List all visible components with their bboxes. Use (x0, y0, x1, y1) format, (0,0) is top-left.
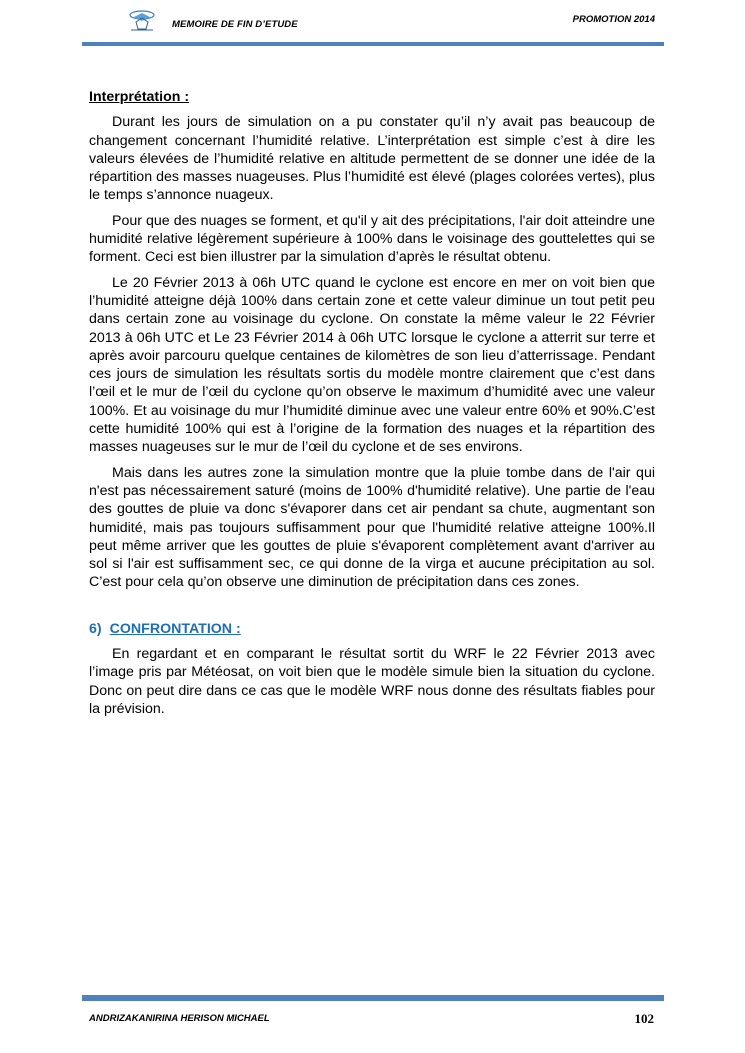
author-name: ANDRIZAKANIRINA HERISON MICHAEL (89, 1013, 270, 1024)
promotion-label: PROMOTION 2014 (572, 14, 655, 25)
interpretation-paragraph-3: Le 20 Février 2013 à 06h UTC quand le cyclone est encore en mer on voit bien que l’humidité atteigne déjà 100% dans certain zone et cette valeur diminue un tout petit peu dans certain zone au voisinage du cyclone. On constate la même valeur le 22 Février 2013 à 06h UTC et Le 23 Février 2014 à 06h UTC lorsque le cyclone a atterrit sur terre et après avoir parcouru quelque centaines de kilomètres de son lieu d’atterrissage. Pendant ces jours de simulation les résultats sortis du modèle montre clairement que c’est dans l’œil et le mur de l’œil du cyclone qu’on observe le maximum d’humidité avec une valeur 100%. Et au voisinage du mur l’humidité diminue avec une valeur entre 60% et 90%.C’est cette humidité 100% qui est à l’origine de la formation des nuages et la répartition des masses nuageuses sur le mur de l’œil du cyclone et de ses environs. (89, 274, 655, 456)
section-number: 6) (89, 620, 102, 637)
interpretation-paragraph-1: Durant les jours de simulation on a pu constater qu’il n’y avait pas beaucoup de changement concernant l’humidité relative. L’interprétation est simple c’est à dire les valeurs élevées de l’humidité relative en altitude permettent de se donner une idée de la répartition des masses nuageuses. Plus l’humidité est élevé (plages colorées vertes), plus le temps s’annonce nuageux. (89, 114, 655, 204)
document-title: MEMOIRE DE FIN D’ETUDE (172, 19, 298, 30)
interpretation-paragraph-4: Mais dans les autres zone la simulation montre que la pluie tombe dans de l'air qui n'est pas nécessairement saturé (moins de 100% d'humidité relative). Une partie de l'eau des gouttes de pluie va donc s'évaporer dans cet air pendant sa chute, augmentant son humidité, mais pas toujours suffisamment pour que l'humidité relative atteigne 100%.Il peut même arriver que les gouttes de pluie s'évaporent complètement avant d'arriver au sol si l'air est suffisamment sec, ce qui donne de la virga et aucune précipitation au sol. C’est pour cela qu’on observe une diminution de précipitation dans ces zones. (89, 464, 655, 591)
university-logo-icon (128, 9, 156, 31)
page-number: 102 (634, 1011, 654, 1026)
header-divider (82, 42, 664, 46)
confrontation-title: CONFRONTATION : (109, 620, 241, 637)
page-content (89, 88, 655, 725)
interpretation-title: Interprétation : (89, 89, 190, 105)
confrontation-heading (89, 620, 655, 638)
footer-divider (82, 995, 664, 1001)
confrontation-paragraph: En regardant et en comparant le résultat sortit du WRF le 22 Février 2013 avec l’image pris par Météosat, on voit bien que le modèle simule bien la situation du cyclone. Donc on peut dire dans ce cas que le modèle WRF nous donne des résultats fiables pour la prévision. (89, 646, 655, 717)
interpretation-paragraph-2: Pour que des nuages se forment, et qu'il y ait des précipitations, l'air doit atteindre une humidité relative légèrement supérieure à 100% dans le voisinage des gouttelettes qui se forment. Ceci est bien illustrer par la simulation d’après le résultat obtenu. (89, 212, 655, 266)
